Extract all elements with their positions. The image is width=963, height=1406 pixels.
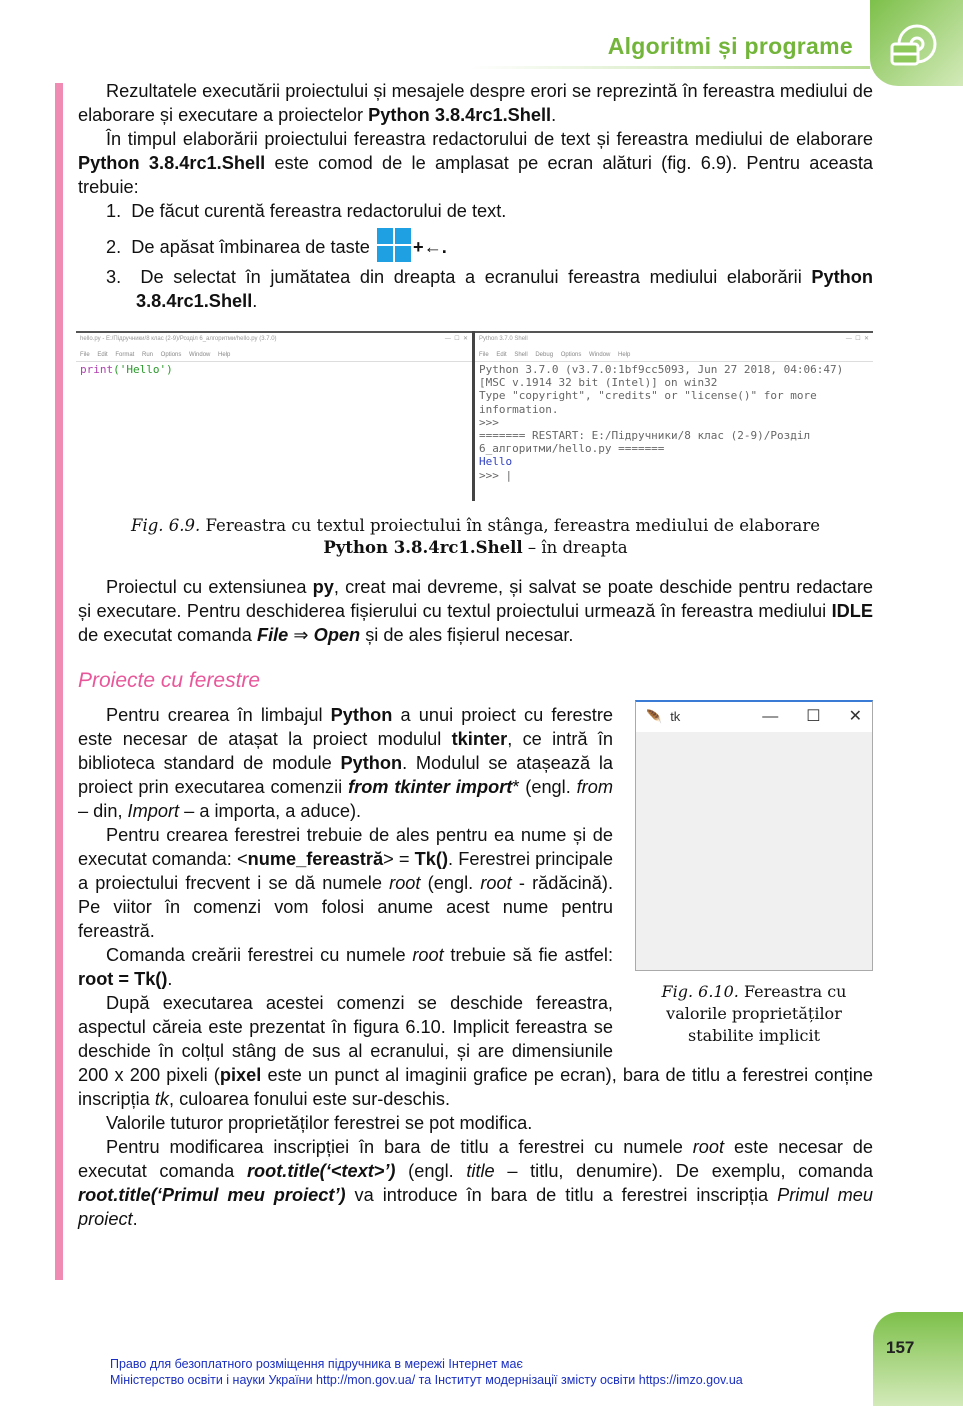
text-run: Proiectul cu extensiunea: [106, 577, 313, 597]
windows-key-icon: [377, 228, 411, 262]
text-run: Python 3.8.4rc1.Shell: [78, 153, 266, 173]
paragraph: [78, 79, 873, 127]
window-controls-icon[interactable]: — ☐ ✕: [845, 336, 869, 342]
text-run: Primul meu proiect: [78, 1185, 873, 1229]
chapter-title: Algoritmi și programe: [607, 33, 853, 59]
open-paragraph: [78, 575, 873, 647]
shell-line: >>> |: [479, 468, 513, 482]
step-number: 1.: [106, 201, 122, 221]
shell-menubar[interactable]: File Edit Shell Debug Options Window Help: [475, 351, 873, 362]
footer-line: Міністерство освіти і науки України http://mon.gov.ua/ та Інститут модернізації змісту освіти https://imzo.gov.ua: [110, 1373, 743, 1387]
text-run: IDLE: [831, 601, 873, 621]
step-number: 3.: [106, 267, 122, 287]
text-run: title: [466, 1161, 495, 1181]
list-item: [78, 199, 873, 223]
text-run: root.title(‘Primul meu proiect’): [78, 1185, 346, 1205]
text-run: from: [576, 777, 613, 797]
text-run: root.title(‘<text>’): [246, 1161, 396, 1181]
figure-6-10: [635, 700, 873, 1047]
text-run: Pentru crearea în limbajul: [106, 705, 331, 725]
code-string: ('Hello'): [113, 363, 173, 376]
text-run: – din,: [78, 801, 128, 821]
text-run: root = Tk(): [78, 969, 168, 989]
text-run: * (engl.: [512, 777, 577, 797]
text-run: (engl.: [420, 873, 481, 893]
text-run: a unui proiect cu ferestre este necesar de atașat la proiect modulul: [78, 705, 613, 749]
text-run: de executat comanda: [78, 625, 257, 645]
text-run: Pentru crearea ferestrei trebuie de ales pentru ea nume și de executat comanda: <: [78, 825, 613, 869]
text-run: . Ferestrei principale a proiectului frecvent i se dă numele: [78, 849, 613, 893]
shell-line: ======= RESTART: E:/Підручники/8 клас (2-9)/Розділ 6_алгоритми/hello.py =======: [479, 429, 817, 456]
caption-label: Fig. 6.10.: [661, 982, 739, 1001]
text-run: După executarea acestei comenzi se deschide fereastra, aspectul căreia este prezentat în figura 6.10. Implicit fereastra se deschide în colțul stâng de sus al ecranului, și are dimensiunile 200 x 200 pixeli (: [78, 993, 613, 1085]
text-run: și de ales fișierul necesar.: [360, 625, 574, 645]
text-run: Python: [330, 705, 393, 725]
shell-line: Hello: [479, 455, 513, 469]
shell-title: Python 3.7.0 Shell: [479, 336, 528, 342]
figure-6-9-caption: [78, 515, 873, 559]
paragraph: [78, 1111, 873, 1135]
text-run: , culoarea fonului este sur-deschis.: [168, 1089, 451, 1109]
key-combo: +←.: [412, 237, 447, 257]
step-text: De apăsat îmbinarea de taste: [131, 237, 370, 257]
shell-output[interactable]: [475, 362, 873, 483]
shell-titlebar: [475, 331, 873, 351]
text-run: trebuie să fie astfel:: [443, 945, 614, 965]
text-run: root: [692, 1137, 725, 1157]
figure-6-10-caption: [635, 981, 873, 1047]
text-run: (engl.: [395, 1161, 467, 1181]
shell-window: [475, 331, 873, 501]
text-run: Python: [340, 753, 403, 773]
text-run: Rezultatele executării proiectului și mesajele despre erori se reprezintă în fereastra mediului de elaborare și executare a proiectelor: [78, 81, 873, 125]
minimize-icon[interactable]: —: [762, 708, 779, 725]
caption-label: Fig. 6.9.: [131, 516, 201, 535]
feather-icon: 🪶: [646, 709, 663, 724]
text-run: root: [389, 873, 421, 893]
tk-title: tk: [670, 709, 681, 724]
close-icon[interactable]: ✕: [848, 708, 862, 725]
text-run: – titlu, denumire). De exemplu, comanda: [494, 1161, 873, 1181]
text-run: este un punct al imaginii grafice pe ecran), bara de titlu a ferestrei conține inscripția: [78, 1065, 874, 1109]
text-run: tkinter: [451, 729, 508, 749]
text-run: Tk(): [414, 849, 448, 869]
caption-text: Fereastra cu textul proiectului în stânga, fereastra mediului de elaborare: [200, 516, 820, 535]
caption-end: – în dreapta: [522, 538, 628, 557]
text-run: from tkinter import: [348, 777, 513, 797]
text-run: Pentru modificarea inscripției în bara de titlu a ferestrei cu numele: [106, 1137, 693, 1157]
list-item: [78, 265, 873, 313]
footer: [110, 1356, 860, 1406]
section-title: Proiecte cu ferestre: [78, 669, 261, 692]
text-run: tk: [154, 1089, 169, 1109]
step-end: .: [252, 291, 258, 311]
paragraph: [78, 127, 873, 199]
page-number: 157: [886, 1338, 915, 1357]
text-run: .: [551, 105, 557, 125]
tk-window: [635, 700, 873, 971]
editor-titlebar: [76, 331, 472, 351]
text-run: Python 3.8.4rc1.Shell: [368, 105, 552, 125]
shell-line: >>>: [479, 415, 499, 429]
code-keyword: print: [80, 363, 114, 376]
maximize-icon[interactable]: ☐: [806, 708, 821, 725]
text-run: .: [132, 1209, 138, 1229]
figure-6-9: [76, 331, 873, 501]
text-run: - rădăcină). Pe viitor în comenzi vom folosi anume acest nume pentru fereastră.: [78, 873, 614, 941]
editor-menubar[interactable]: File Edit Format Run Options Window Help: [76, 351, 472, 362]
step-text: De făcut curentă fereastra redactorului de text.: [131, 201, 507, 221]
editor-window: [76, 331, 472, 501]
page-body: [78, 79, 873, 1231]
text-run: root: [480, 873, 512, 893]
shell-line: Type "copyright", "credits" or "license()" for more information.: [479, 389, 824, 416]
text-run: . Modulul se atașează la proiect prin executarea comenzii: [78, 753, 613, 797]
list-item: [78, 228, 873, 262]
text-run: root: [412, 945, 444, 965]
text-run: este comod de le amplasat pe ecran alături (fig. 6.9). Pentru aceasta trebuie:: [78, 153, 874, 197]
text-run: .: [167, 969, 173, 989]
text-run: File: [256, 625, 289, 645]
step-bold: Python 3.8.4rc1.Shell: [136, 267, 873, 311]
footer-line: Право для безоплатного розміщення підручника в мережі Інтернет має: [110, 1357, 523, 1371]
text-run: nume_fereastră: [247, 849, 384, 869]
text-run: Comanda creării ferestrei cu numele: [106, 945, 413, 965]
text-run: , ce intră în biblioteca standard de module: [78, 729, 613, 773]
text-run: Valorile tuturor proprietăților ferestrei se pot modifica.: [106, 1113, 533, 1133]
text-run: este necesar de executat comanda: [78, 1137, 873, 1181]
text-run: – a importa, a aduce).: [179, 801, 362, 821]
intro-paragraphs: [78, 79, 873, 199]
text-run: Open: [313, 625, 361, 645]
text-run: va introduce în bara de titlu a ferestrei inscripția: [345, 1185, 778, 1205]
text-run: În timpul elaborării proiectului fereastra redactorului de text și fereastra mediului de elaborare: [106, 129, 873, 149]
paragraph: [78, 1135, 873, 1231]
text-run: , creat mai devreme, și salvat se poate deschide pentru redactare și executare. Pentru deschiderea fișierului cu textul proiectului urmează în fereastra mediului: [78, 577, 873, 621]
tk-titlebar: [636, 702, 872, 732]
text-run: py: [312, 577, 334, 597]
step-text: De selectat în jumătatea din dreapta a ecranului fereastra mediului elaborării: [140, 267, 812, 287]
text-run: Import: [127, 801, 180, 821]
window-controls-icon[interactable]: — ☐ ✕: [444, 336, 468, 342]
caption-bold: Python 3.8.4rc1.Shell: [323, 538, 523, 557]
editor-code[interactable]: [76, 362, 472, 377]
text-run: pixel: [219, 1065, 262, 1085]
shell-line: Python 3.7.0 (v3.7.0:1bf9cc5093, Jun 27 2018, 04:06:47) [MSC v.1914 32 bit (Intel)] on win32: [479, 363, 850, 390]
text-run: ⇒: [288, 625, 314, 645]
caption-text: Fereastra cu valorile proprietăților stabilite implicit: [666, 982, 847, 1045]
editor-title: hello.py - E:/Підручники/8 клас (2-9)/Розділ 6_алгоритми/hello.py (3.7.0): [80, 336, 277, 342]
step-number: 2.: [106, 237, 122, 257]
paragraph: [78, 575, 873, 647]
text-run: > =: [383, 849, 415, 869]
